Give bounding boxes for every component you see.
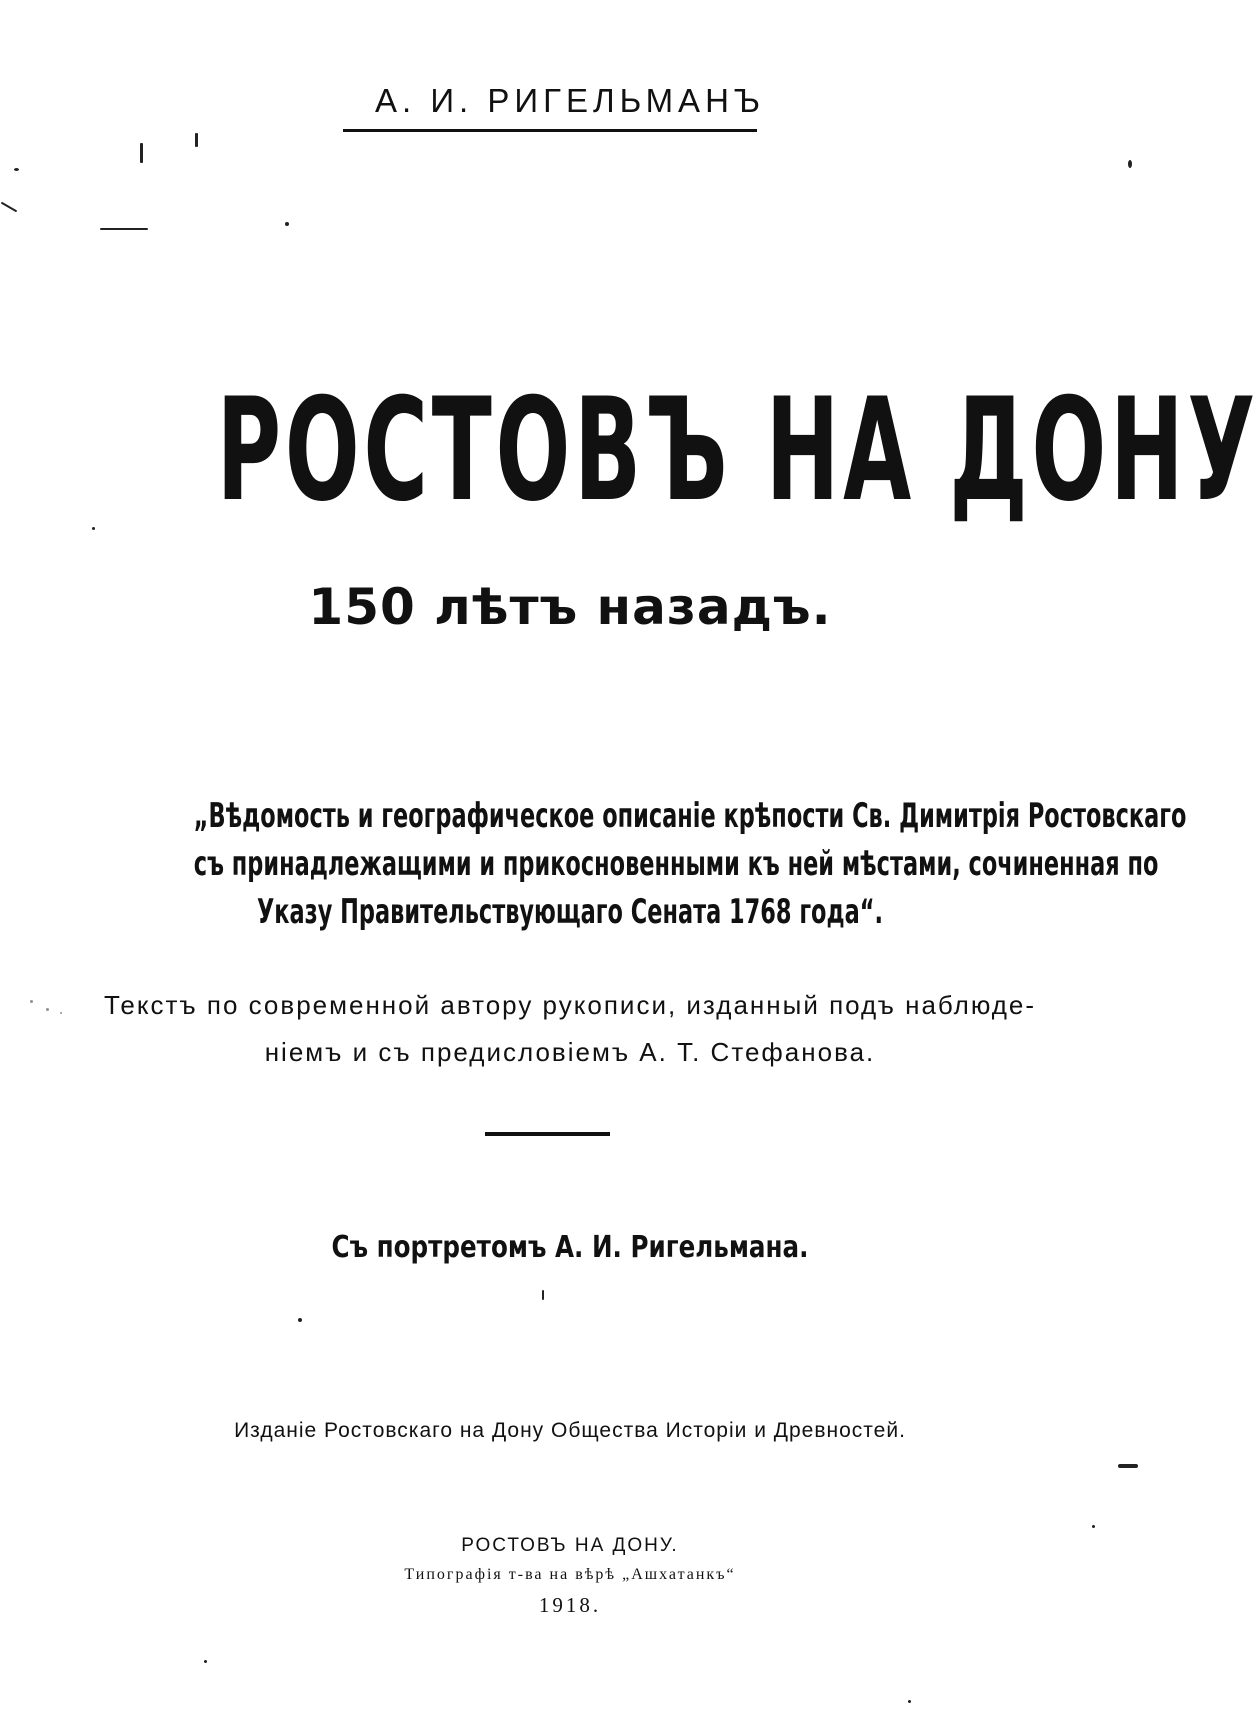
scan-speck — [542, 1290, 544, 1300]
book-title: РОСТОВЪ НА ДОНУ — [216, 368, 1259, 533]
scan-speck — [285, 222, 289, 226]
portrait-note: Съ портретомъ А. И. Ригельмана. — [331, 1230, 809, 1265]
description-line: „Вѣдомость и географическое описаніе крѣпости Св. Димитрія Ростовскаго — [193, 796, 1187, 836]
scan-speck — [204, 1660, 207, 1663]
scan-speck — [1118, 1464, 1138, 1468]
scan-speck — [60, 1012, 62, 1014]
scan-speck — [195, 133, 198, 147]
author-underline — [343, 129, 757, 132]
scan-speck — [46, 1008, 49, 1011]
publisher-line: Изданіе Ростовскаго на Дону Общества Исторіи и Древностей. — [234, 1419, 906, 1442]
section-divider — [485, 1132, 610, 1136]
scan-speck — [908, 1700, 911, 1703]
edition-note-line: ніемъ и съ предисловіемъ А. Т. Стефанова. — [264, 1037, 876, 1067]
imprint-printer: Типографія т-ва на вѣрѣ „Ашхатанкъ“ — [404, 1566, 736, 1583]
description-line: съ принадлежащими и прикосновенными къ ней мѣстами, сочиненная по — [193, 844, 1159, 884]
imprint-city: РОСТОВЪ НА ДОНУ. — [461, 1535, 679, 1556]
scan-speck — [30, 1000, 33, 1003]
scan-speck — [1092, 1525, 1095, 1528]
scan-speck — [100, 228, 148, 230]
description-line: Указу Правительствующаго Сената 1768 года“. — [256, 892, 884, 932]
scan-speck — [298, 1318, 302, 1322]
scan-speck — [140, 143, 143, 163]
scan-speck — [1, 202, 18, 213]
scan-speck — [1128, 160, 1132, 168]
scan-speck — [14, 168, 19, 171]
book-subtitle: 150 лѣтъ назадъ. — [308, 578, 832, 636]
edition-note-line: Текстъ по современной автору рукописи, изданный подъ наблюде- — [103, 990, 1037, 1020]
author-name: А. И. РИГЕЛЬМАНЪ — [374, 82, 766, 119]
scan-speck — [92, 527, 95, 530]
imprint-year: 1918. — [538, 1593, 602, 1617]
